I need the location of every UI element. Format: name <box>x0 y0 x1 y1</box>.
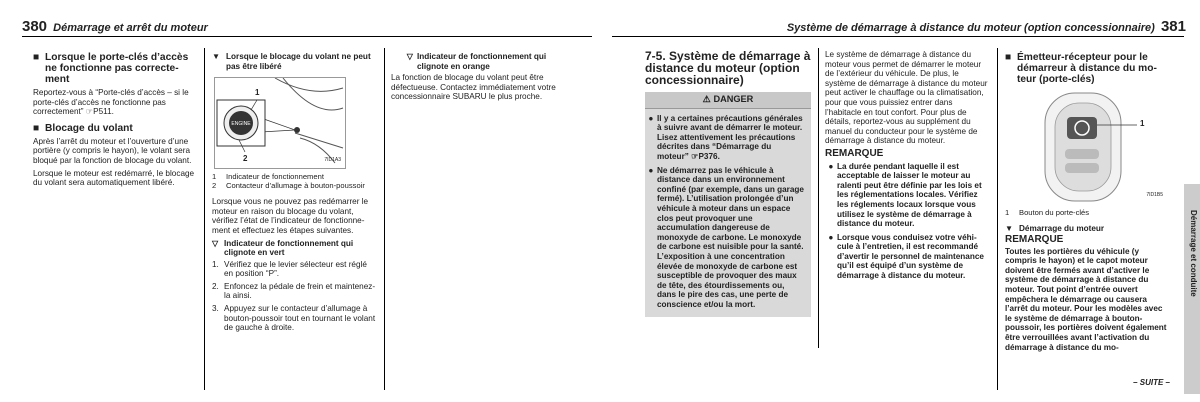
orange-indicator-text: La fonction de blocage du volant peut être défectueuse. Contactez immédiatement votre concessionnaire SUBARU le plus proche. <box>391 73 556 102</box>
section-text-keyfob: Reportez-vous à “Porte-clés d’accès – si le porte-clés d’accès ne fonctionne pas correctement” ☞P511. <box>33 88 189 117</box>
remarque-heading: REMARQUE <box>825 147 884 159</box>
callout-2: 2 <box>243 154 248 163</box>
right-page-number: 381 <box>1160 18 1186 35</box>
left-header <box>22 18 208 35</box>
lock-check-text: Lorsque vous ne pouvez pas redémarrer le moteur en raison du blocage du volant, vérifiez l’état de l’indicateur de fonctionnement et effectuez les étapes suivantes. <box>212 197 369 235</box>
steering-lock-text-2: Lorsque le moteur est redémarré, le blocage du volant sera automatiquement libéré. <box>33 168 195 188</box>
column-divider <box>997 48 998 390</box>
caption-2: 2 Contacteur d’allumage à bouton-poussoir <box>212 180 365 190</box>
steering-lock-text-1: Après l’arrêt du moteur et l’ouverture d’une portière (y compris le hayon), le volant sera bloqué par la fonction de blocage du volant. <box>33 136 192 165</box>
key-fob-figure <box>1005 91 1165 205</box>
left-header-title: Démarrage et arrêt du moteur <box>53 22 208 34</box>
section-title-transmitter: ■ Émetteur-récepteur pour le démarreur à distance du moteur (porte-clés) <box>1005 52 1157 85</box>
danger-item: ● Il y a certaines précautions générales à suivre avant de démarrer le moteur. Lisez attentivement les précautions décrites dans “Démarrage du moteur” ☞P376. <box>648 113 803 161</box>
remote-start-intro: Le système de démarrage à distance du moteur vous permet de démarrer le moteur de l’extérieur du véhicule. De plus, le système de démarrage à distance du moteur peut activer le chauffage ou la climatisation, pour que vous puissiez entrer dans l’habitacle en tout confort. Pour plus de détails, reportez-vous au supplément du manuel du conducteur pour le système de démarrage à distance du moteur. <box>825 50 988 146</box>
left-column-2 <box>212 52 378 336</box>
suite-label: – SUITE – <box>1133 378 1170 387</box>
subsection-title-orange: ▽ Indicateur de fonctionnement qui clignote en orange <box>406 52 547 71</box>
right-header-rule <box>612 36 1184 37</box>
fob-figure-code: 7ID1B5 <box>1146 192 1163 199</box>
subsection-title-engine-start: ▼ Démarrage du moteur <box>1005 223 1105 233</box>
fob-caption: 1 Bouton du porte-clés <box>1005 208 1090 217</box>
step-item: 2. Enfoncez la pédale de frein et maintenez-la ainsi. <box>212 281 376 301</box>
step-item: 1. Vérifiez que le levier sélecteur est réglé en position “P”. <box>212 259 367 279</box>
left-column-3 <box>391 52 563 105</box>
ignition-figure <box>214 77 346 169</box>
fob-callout-1: 1 <box>1140 119 1145 128</box>
danger-item: ● Ne démarrez pas le véhicule à distance dans un environnement confiné (par exemple, dans un garage fermé). L’utilisation prolongée d’un véhicule à moteur dans un espace clos peut provoquer une accumulation dangereuse de monoxyde de carbone. Le monoxyde de carbone est nuisible pour la santé. L’exposition à une concentration élevée de monoxyde de carbone est susceptible de provoquer des maux de tête, des étourdissements ou, dans le pire des cas, une perte de conscience et/ou la mort. <box>648 165 804 309</box>
left-page-number: 380 <box>22 18 48 35</box>
svg-text:ENGINE: ENGINE <box>231 121 251 127</box>
callout-1: 1 <box>255 88 260 97</box>
key-fob-illustration <box>1005 91 1165 205</box>
remarque-2-text: Toutes les portières du véhicule (y compris le hayon) et le capot moteur doivent être fermés avant d’activer le système de démarrage à distance du moteur. Tout point d’entrée ouvert empêchera le démarrage ou causera l’arrêt du moteur. Pour les modèles avec le système de démarrage à bouton-poussoir, les portières doivent également être verrouillées avant l’activation du démarrage à distance du mo- <box>1005 246 1167 352</box>
right-column-3 <box>1005 52 1171 355</box>
step-item: 3. Appuyez sur le contacteur d’allumage à bouton-poussoir tout en tournant le volant de gauche à droite. <box>212 303 376 333</box>
steering-column-illustration <box>215 78 345 168</box>
section-title-steering-lock: ■ Blocage du volant <box>33 122 133 134</box>
subsection-title-green: ▽ Indicateur de fonctionnement qui clignote en vert <box>212 238 354 258</box>
left-column-1 <box>33 52 197 191</box>
remarque-item: ● La durée pendant laquelle il est acceptable de laisser le moteur au ralenti peut être définie par les lois et les réglementations locales. Vérifiez les réglements locaux lorsque vous utilisez le système de démarrage à distance du moteur. <box>828 161 982 229</box>
column-divider <box>384 48 385 390</box>
column-divider <box>204 48 205 390</box>
chapter-section-title: 7-5. Système de démarrage à distance du moteur (option concessionnaire) <box>645 49 811 87</box>
subsection-title-lock-not-released: ▼ Lorsque le blocage du volant ne peut pas être libéré <box>212 52 371 71</box>
right-header-title: Système de démarrage à distance du moteur (option concessionnaire) <box>786 22 1155 34</box>
caption-1: 1 Indicateur de fonctionnement <box>212 172 324 181</box>
steps-list <box>212 260 378 333</box>
right-column-2 <box>825 50 990 285</box>
remarque-item: ● Lorsque vous conduisez votre véhicule à l’entretien, il est recommandé d’avertir le personnel de maintenance qu’il est équipé d’un système de démarrage à distance du moteur. <box>828 232 984 281</box>
section-title-keyfob: ■ Lorsque le porte-clés d’accès ne fonctionne pas correctement <box>33 52 189 85</box>
figure-code: 7ID1A3 <box>324 157 341 164</box>
left-header-rule <box>22 36 592 37</box>
warning-triangle-icon: ⚠ <box>702 94 711 104</box>
right-page <box>600 0 1200 402</box>
right-column-1 <box>645 50 811 317</box>
column-divider <box>818 48 819 348</box>
danger-box <box>645 92 811 317</box>
right-header <box>787 18 1186 35</box>
side-tab-label: Démarrage et conduite <box>1189 210 1198 297</box>
remarque-heading-2: REMARQUE <box>1005 234 1064 246</box>
danger-header: ⚠ DANGER <box>645 92 811 109</box>
